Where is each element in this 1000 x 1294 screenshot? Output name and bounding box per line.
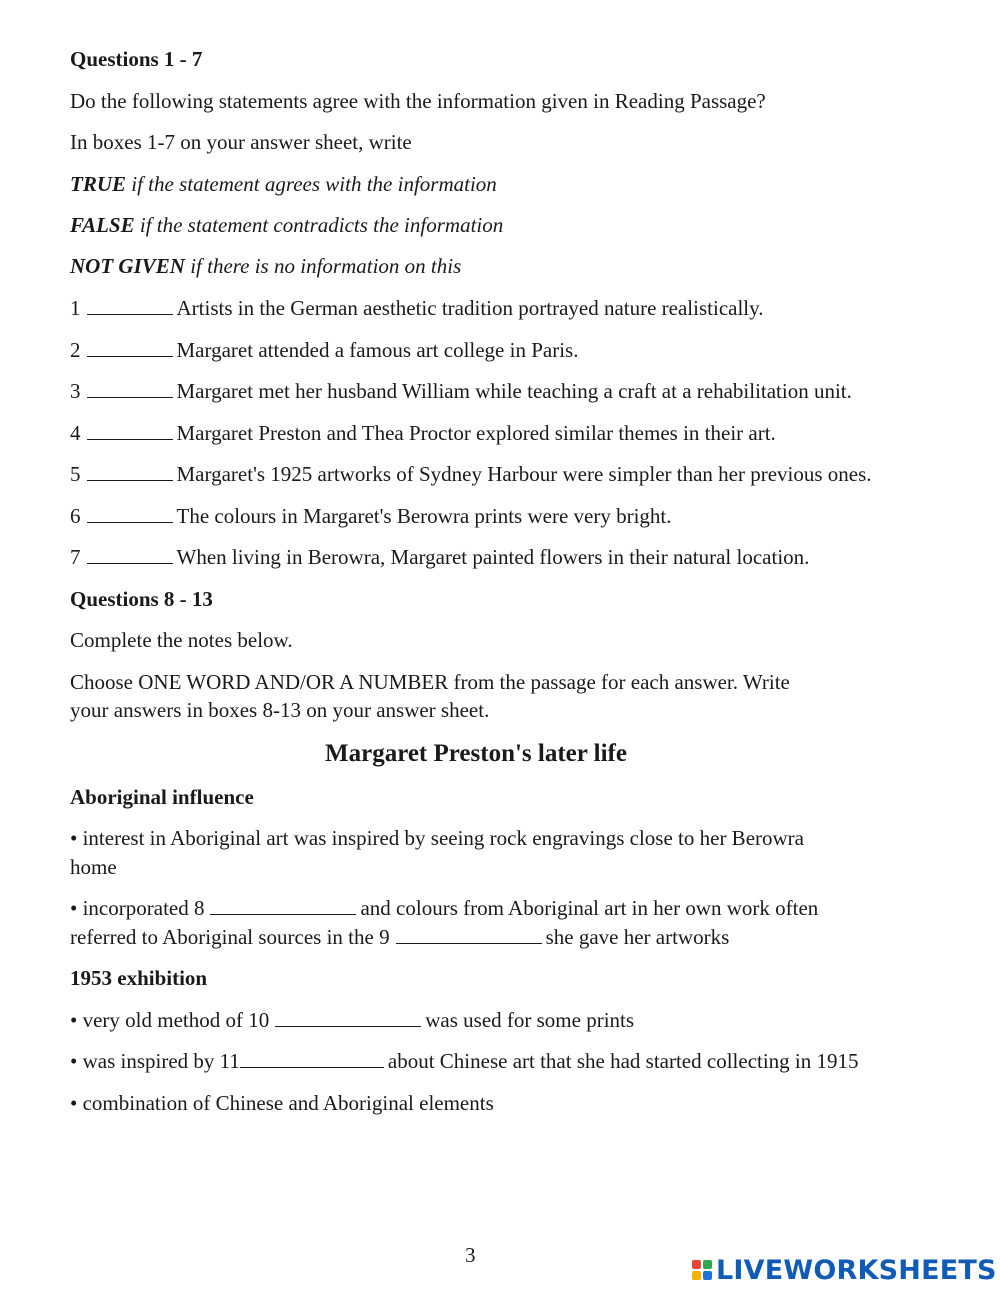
note-bullet [70, 1006, 634, 1035]
answer-blank[interactable] [87, 461, 173, 481]
note-bullet [70, 894, 818, 923]
question-number: 6 [70, 504, 81, 528]
note-text: and colours from Aboriginal art in her own work often [360, 896, 819, 920]
answer-blank-11[interactable] [240, 1048, 384, 1068]
note-bullet-continued [70, 923, 729, 952]
answer-blank[interactable] [87, 295, 173, 315]
answer-blank[interactable] [87, 337, 173, 357]
option-desc: if the statement contradicts the information [134, 213, 504, 237]
question-text: Artists in the German aesthetic tradition portrayed nature realistically. [176, 296, 764, 320]
subheading-1953-exhibition: 1953 exhibition [70, 966, 208, 990]
page-number: 3 [465, 1243, 476, 1267]
question-item [70, 543, 809, 572]
question-item [70, 460, 872, 489]
note-text: was used for some prints [425, 1008, 635, 1032]
note-text: she gave her artworks [545, 925, 730, 949]
answer-blank-9[interactable] [396, 924, 542, 944]
option-not-given [70, 252, 461, 281]
note-bullet: • combination of Chinese and Aboriginal elements [70, 1091, 494, 1115]
note-text: referred to Aboriginal sources in the 9 [70, 925, 390, 949]
question-text: Margaret met her husband William while teaching a craft at a rehabilitation unit. [176, 379, 852, 403]
question-text: Margaret attended a famous art college in Paris. [176, 338, 579, 362]
question-number: 3 [70, 379, 81, 403]
question-item [70, 419, 776, 448]
question-text: The colours in Margaret's Berowra prints were very bright. [176, 504, 672, 528]
question-text: Margaret's 1925 artworks of Sydney Harbour were simpler than her previous ones. [176, 462, 872, 486]
note-bullet [70, 1047, 859, 1076]
note-text: • was inspired by 11 [70, 1049, 240, 1073]
note-text: about Chinese art that she had started collecting in 1915 [387, 1049, 859, 1073]
question-number: 1 [70, 296, 81, 320]
subheading-aboriginal-influence: Aboriginal influence [70, 785, 254, 809]
answer-blank[interactable] [87, 544, 173, 564]
option-true [70, 170, 497, 199]
option-key: FALSE [70, 213, 135, 237]
question-item [70, 377, 852, 406]
answer-blank-8[interactable] [210, 895, 356, 915]
brand-name: LIVEWORKSHEETS [716, 1254, 997, 1286]
liveworksheets-logo-icon [692, 1260, 712, 1280]
section1-instruction-boxes: In boxes 1-7 on your answer sheet, write [70, 130, 412, 154]
answer-blank[interactable] [87, 378, 173, 398]
notes-title: Margaret Preston's later life [325, 740, 627, 767]
section2-instruction-boxes: your answers in boxes 8-13 on your answer sheet. [70, 698, 490, 722]
answer-blank-10[interactable] [275, 1007, 421, 1027]
question-item [70, 336, 578, 365]
note-bullet: • interest in Aboriginal art was inspired by seeing rock engravings close to her Berowra [70, 826, 804, 850]
note-text: • incorporated 8 [70, 896, 205, 920]
option-desc: if the statement agrees with the information [126, 172, 497, 196]
question-text: When living in Berowra, Margaret painted flowers in their natural location. [176, 545, 810, 569]
option-desc: if there is no information on this [184, 254, 462, 278]
note-text: • very old method of 10 [70, 1008, 270, 1032]
section2-instruction-word-limit: Choose ONE WORD AND/OR A NUMBER from the passage for each answer. Write [70, 670, 790, 694]
question-text: Margaret Preston and Thea Proctor explored similar themes in their art. [176, 421, 776, 445]
question-number: 7 [70, 545, 81, 569]
note-bullet-continued: home [70, 855, 117, 879]
question-number: 2 [70, 338, 81, 362]
section2-instruction: Complete the notes below. [70, 628, 293, 652]
question-number: 5 [70, 462, 81, 486]
section1-instruction: Do the following statements agree with the information given in Reading Passage? [70, 89, 766, 113]
option-key: TRUE [70, 172, 127, 196]
question-item [70, 294, 764, 323]
option-key: NOT GIVEN [70, 254, 185, 278]
question-number: 4 [70, 421, 81, 445]
answer-blank[interactable] [87, 503, 173, 523]
question-item [70, 502, 672, 531]
answer-blank[interactable] [87, 420, 173, 440]
section2-heading: Questions 8 - 13 [70, 587, 213, 611]
liveworksheets-brand [692, 1253, 997, 1287]
section1-heading: Questions 1 - 7 [70, 47, 203, 71]
option-false [70, 211, 503, 240]
